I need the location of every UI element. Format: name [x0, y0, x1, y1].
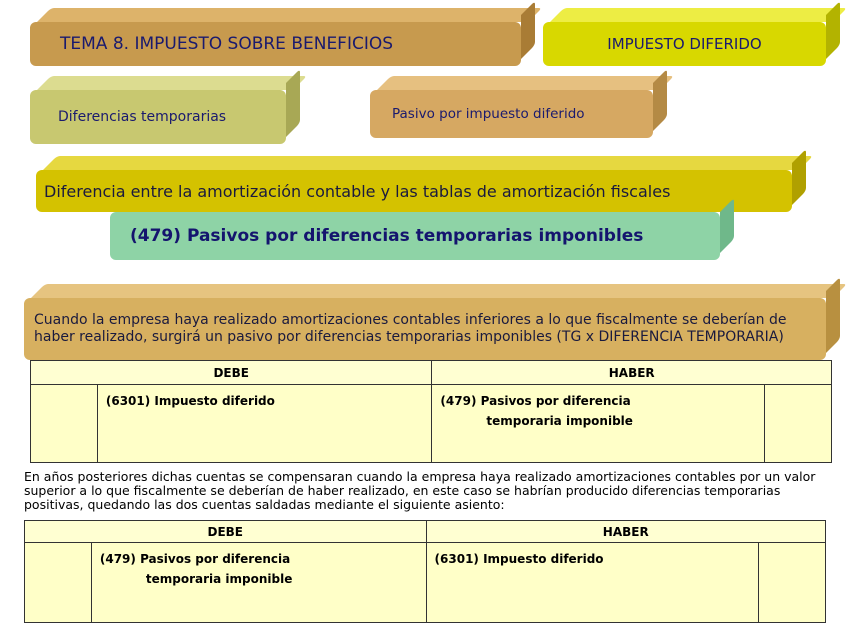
- ledger1-debe-entry: (6301) Impuesto diferido: [105, 394, 275, 408]
- account-bar: [110, 212, 734, 260]
- ledger2-haber-header: HABER: [426, 521, 825, 543]
- tag-right-label: Pasivo por impuesto diferido: [392, 106, 585, 122]
- ledger2-debe-entry-line1: (479) Pasivos por diferencia: [99, 552, 291, 566]
- account-title: (479) Pasivos por diferencias temporarias imponibles: [130, 226, 644, 246]
- ledger1-haber-entry-line1: (479) Pasivos por diferencia: [440, 394, 631, 408]
- ledger-table-2: [24, 520, 826, 623]
- title-box: [30, 8, 535, 66]
- page-title: TEMA 8. IMPUESTO SOBRE BENEFICIOS: [60, 34, 394, 54]
- ledger2-haber-entry: (6301) Impuesto diferido: [434, 552, 604, 566]
- ledger2-haber-amount: [759, 543, 826, 623]
- tag-pasivo: [370, 76, 667, 138]
- tag-diferencias: [30, 76, 300, 144]
- ledger1-debe-amount: [31, 385, 98, 463]
- subtitle-box: [543, 8, 840, 66]
- explanation-box: [24, 284, 840, 360]
- ledger2-debe-amount: [25, 543, 92, 623]
- compensation-paragraph: En años posteriores dichas cuentas se compensaran cuando la empresa haya realizado amortizaciones contables por un valor superior a lo que fiscalmente se deberían de haber realizado, en este caso se habrían producido diferencias temporarias positivas, quedando las dos cuentas saldadas mediante el siguiente asiento:: [24, 469, 816, 512]
- page-subtitle: IMPUESTO DIFERIDO: [607, 35, 762, 53]
- ledger1-haber-amount: [765, 385, 832, 463]
- tag-left-label: Diferencias temporarias: [58, 109, 227, 125]
- ledger1-haber-header: HABER: [432, 361, 832, 385]
- heading-text: Diferencia entre la amortización contable y las tablas de amortización fiscales: [44, 181, 671, 201]
- explanation-text: Cuando la empresa haya realizado amortizaciones contables inferiores a lo que fiscalmente se deberían de haber realizado, surgirá un pasivo por diferencias temporarias imponibles (TG x DIFERENCIA TEMPORARIA): [34, 312, 787, 345]
- ledger1-debe-header: DEBE: [31, 361, 432, 385]
- ledger1-haber-entry-line2: temporaria imponible: [486, 414, 633, 428]
- ledger-table-1: [30, 360, 832, 463]
- ledger2-debe-header: DEBE: [25, 521, 427, 543]
- ledger2-debe-entry-line2: temporaria imponible: [145, 572, 293, 586]
- heading-bar: [36, 156, 806, 212]
